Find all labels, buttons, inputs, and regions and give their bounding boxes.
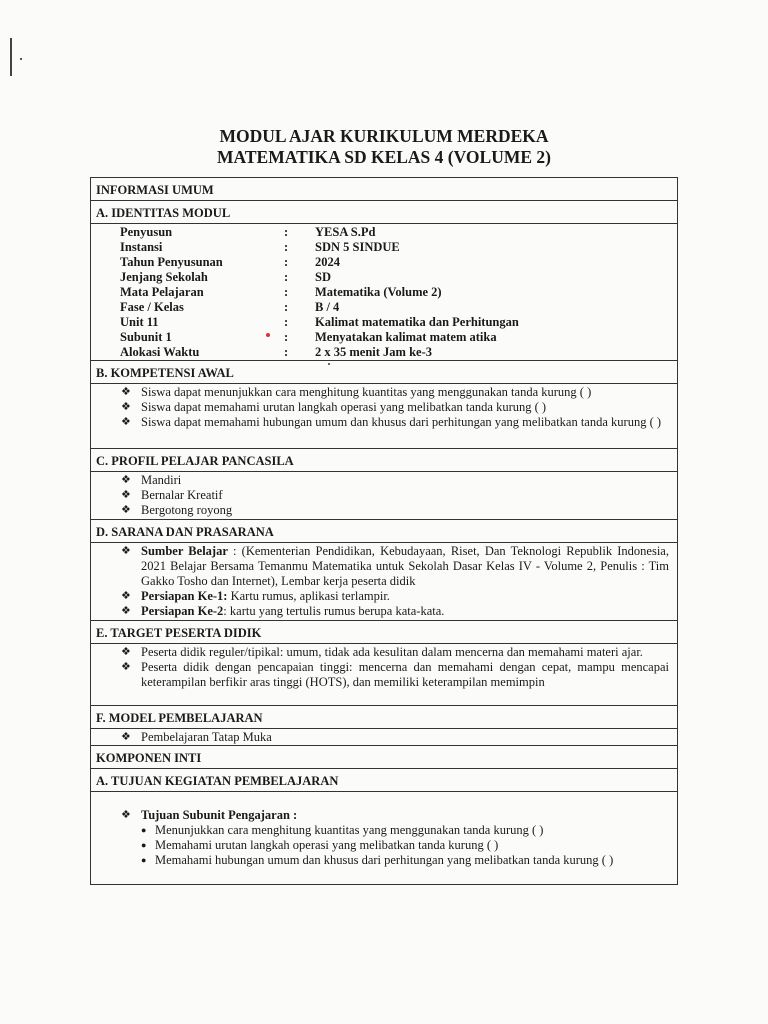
identity-separator: : <box>284 300 289 314</box>
diamond-bullet-icon: ❖ <box>121 590 131 602</box>
identity-row <box>91 300 677 315</box>
list-item-text: Menunjukkan cara menghitung kuantitas yang menggunakan tanda kurung ( ) <box>155 823 544 837</box>
identity-label: Tahun Penyusunan <box>120 255 223 269</box>
list-item <box>121 503 669 518</box>
diamond-bullet-icon: ❖ <box>121 545 131 557</box>
model-list <box>91 729 677 746</box>
list-item <box>121 415 669 430</box>
identity-separator: : <box>284 330 289 344</box>
list-item-text: Bergotong royong <box>141 503 233 517</box>
diamond-bullet-icon: ❖ <box>121 605 131 617</box>
list-item-text: : (Kementerian Pendidikan, Kebudayaan, Riset, Dan Teknologi Republik Indonesia, 2021 Belajar Bersama Temanmu Matematika untuk Sekolah Dasar Kelas IV - Volume 2, Penulis : Tim Gakko Tosho dan Internet), Lembar kerja peserta didik <box>141 544 669 588</box>
list-item-text: Pembelajaran Tatap Muka <box>141 730 272 744</box>
identity-value: SD <box>315 270 331 284</box>
list-item <box>141 838 669 853</box>
identity-separator: : <box>284 240 289 254</box>
identity-separator: : <box>284 255 289 269</box>
list-item <box>121 544 669 589</box>
diamond-bullet-icon: ❖ <box>121 809 131 821</box>
list-item <box>121 645 669 660</box>
identity-row <box>91 330 677 345</box>
sarana-header: D. SARANA DAN PRASARANA <box>91 520 677 543</box>
identity-value: Matematika (Volume 2) <box>315 285 442 299</box>
model-header: F. MODEL PEMBELAJARAN <box>91 706 677 729</box>
list-item-label: Persiapan Ke-2 <box>141 604 224 618</box>
list-item-text: Peserta didik dengan pencapaian tinggi: mencerna dan memahami dengan cepat, mampu mencapai keterampilan berfikir aras tinggi (HOTS), dan memiliki keterampilan memimpin <box>141 660 669 689</box>
identity-label: Jenjang Sekolah <box>120 270 208 284</box>
list-item <box>141 823 669 838</box>
list-item <box>121 730 669 745</box>
sarana-list <box>91 543 677 621</box>
list-item-text: Siswa dapat memahami urutan langkah operasi yang melibatkan tanda kurung ( ) <box>141 400 547 414</box>
identitas-section <box>91 224 677 361</box>
diamond-bullet-icon: ❖ <box>121 386 131 398</box>
identity-value: Kalimat matematika dan Perhitungan <box>315 315 519 329</box>
identity-separator: : <box>284 315 289 329</box>
informasi-umum-header: INFORMASI UMUM <box>91 178 677 201</box>
diamond-bullet-icon: ❖ <box>121 489 131 501</box>
target-header: E. TARGET PESERTA DIDIK <box>91 621 677 644</box>
title-line-1: MODUL AJAR KURIKULUM MERDEKA <box>219 126 549 146</box>
diamond-bullet-icon: ❖ <box>121 731 131 743</box>
identity-label: Penyusun <box>120 225 173 239</box>
diamond-bullet-icon: ❖ <box>121 661 131 673</box>
identity-value: SDN 5 SINDUE <box>315 240 400 254</box>
profil-header: C. PROFIL PELAJAR PANCASILA <box>91 449 677 472</box>
title-line-2: MATEMATIKA SD KELAS 4 (VOLUME 2) <box>217 147 551 167</box>
profil-list <box>91 472 677 520</box>
identity-label: Mata Pelajaran <box>120 285 204 299</box>
identity-label: Fase / Kelas <box>120 300 184 314</box>
kompetensi-header: B. KOMPETENSI AWAL <box>91 361 677 384</box>
list-item <box>121 589 669 604</box>
list-item <box>121 808 669 823</box>
identity-row <box>91 315 677 330</box>
target-list <box>91 644 677 706</box>
identity-value: YESA S.Pd <box>315 225 376 239</box>
module-table <box>90 177 678 885</box>
diamond-bullet-icon: ❖ <box>121 416 131 428</box>
tujuan-list <box>121 823 669 868</box>
identitas-header: A. IDENTITAS MODUL <box>91 201 677 224</box>
identity-separator: : <box>284 225 289 239</box>
kompetensi-list <box>91 384 677 449</box>
list-item <box>121 488 669 503</box>
diamond-bullet-icon: ❖ <box>121 401 131 413</box>
identity-separator: : <box>284 270 289 284</box>
tujuan-subtitle: Tujuan Subunit Pengajaran : <box>141 808 298 822</box>
identity-value: 2 x 35 menit Jam ke-3 <box>315 345 432 359</box>
list-item <box>141 853 669 868</box>
list-item-text: Siswa dapat memahami hubungan umum dan khusus dari perhitungan yang melibatkan tanda kurung ( ) <box>141 415 662 429</box>
diamond-bullet-icon: ❖ <box>121 646 131 658</box>
identity-separator: : <box>284 285 289 299</box>
list-item-label: Sumber Belajar <box>141 544 228 558</box>
list-item-text: Peserta didik reguler/tipikal: umum, tidak ada kesulitan dalam mencerna dan memahami materi ajar. <box>141 645 643 659</box>
identity-value: B / 4 <box>315 300 340 314</box>
dot-bullet-icon: ● <box>141 825 147 835</box>
list-item-text: Bernalar Kreatif <box>141 488 223 502</box>
list-item-text: Kartu rumus, aplikasi terlampir. <box>227 589 390 603</box>
list-item-text: Memahami urutan langkah operasi yang melibatkan tanda kurung ( ) <box>155 838 499 852</box>
list-item-text: Mandiri <box>141 473 182 487</box>
identity-row <box>91 285 677 300</box>
list-item-text: : kartu yang tertulis rumus berupa kata-kata. <box>223 604 445 618</box>
identity-row <box>91 240 677 255</box>
identity-label: Instansi <box>120 240 163 254</box>
diamond-bullet-icon: ❖ <box>121 504 131 516</box>
list-item-label: Persiapan Ke-1: <box>141 589 228 603</box>
list-item <box>121 473 669 488</box>
diamond-bullet-icon: ❖ <box>121 474 131 486</box>
list-item-text: Memahami hubungan umum dan khusus dari perhitungan yang melibatkan tanda kurung ( ) <box>155 853 614 867</box>
document-title <box>0 126 768 168</box>
identity-label: Unit 11 <box>120 315 159 329</box>
komponen-inti-header: KOMPONEN INTI <box>91 746 677 769</box>
tujuan-section <box>91 792 677 868</box>
identity-row <box>91 345 677 360</box>
list-item <box>121 660 669 690</box>
scan-dot <box>20 58 22 60</box>
dot-bullet-icon: ● <box>141 840 147 850</box>
identity-value: 2024 <box>315 255 340 269</box>
identity-row <box>91 270 677 285</box>
list-item <box>121 400 669 415</box>
list-item-text: Siswa dapat menunjukkan cara menghitung kuantitas yang menggunakan tanda kurung ( ) <box>141 385 592 399</box>
identity-separator: : <box>284 345 289 359</box>
scan-mark <box>10 38 12 76</box>
identity-label: Alokasi Waktu <box>120 345 200 359</box>
dot-bullet-icon: ● <box>141 855 147 865</box>
identity-label: Subunit 1 <box>120 330 172 344</box>
tujuan-header: A. TUJUAN KEGIATAN PEMBELAJARAN <box>91 769 677 792</box>
identity-row <box>91 255 677 270</box>
identity-value: Menyatakan kalimat matem atika <box>315 330 497 344</box>
list-item <box>121 604 669 619</box>
identity-row <box>91 225 677 240</box>
list-item <box>121 385 669 400</box>
